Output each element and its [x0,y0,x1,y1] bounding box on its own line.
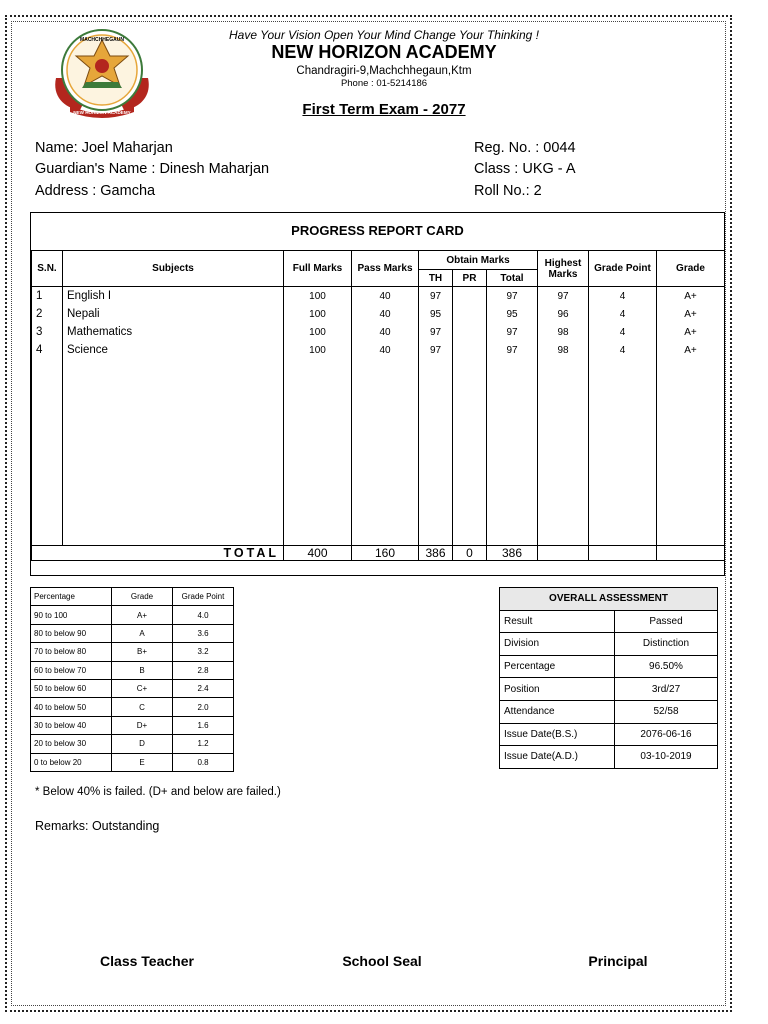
assessment-value: Distinction [615,633,718,656]
highest-line2: Marks [548,268,578,280]
student-name: Name: Joel Maharjan [35,140,173,156]
assessment-label: Percentage [500,655,615,678]
school-tagline: Have Your Vision Open Your Mind Change Your Thinking ! [229,28,539,42]
guardian-name: Guardian's Name : Dinesh Maharjan [35,161,270,177]
school-address: Chandragiri-9,Machchhegaun,Ktm [296,65,472,77]
scale-range: 90 to 100 [31,606,112,624]
total-row [32,546,725,561]
cell-gp: 4 [589,287,657,306]
scale-gp: 1.2 [173,735,234,753]
cell-subject: Mathematics [63,323,284,341]
cell-pass: 40 [352,305,419,323]
table-row [31,679,234,697]
reg-no: Reg. No. : 0044 [474,140,576,156]
table-row [500,746,718,769]
cell-subject: Nepali [63,305,284,323]
cell-highest: 97 [538,287,589,306]
col-highest-marks [538,251,589,287]
class-teacher-signature: Class Teacher [100,953,194,969]
assessment-title: OVERALL ASSESSMENT [500,588,718,611]
cell-th: 95 [419,305,453,323]
cell-sn: 1 [32,287,63,306]
overall-assessment-table [499,587,718,769]
table-row [31,753,234,771]
assessment-label: Division [500,633,615,656]
failed-note: * Below 40% is failed. (D+ and below are failed.) [35,786,281,798]
school-name: NEW HORIZON ACADEMY [271,42,497,62]
scale-grade: D [112,735,173,753]
col-pass-marks: Pass Marks [352,251,419,287]
cell-pass: 40 [352,287,419,306]
cell-grade: A+ [657,341,725,359]
scale-grade: C [112,698,173,716]
col-th: TH [419,270,453,287]
scale-col-grade: Grade [112,588,173,606]
scale-range: 0 to below 20 [31,753,112,771]
scale-gp: 2.8 [173,661,234,679]
col-grade-point: Grade Point [589,251,657,287]
table-row [500,700,718,723]
cell-full: 100 [284,305,352,323]
cell-th: 97 [419,341,453,359]
cell-subject: English I [63,287,284,306]
cell-th: 97 [419,287,453,306]
total-label: TOTAL [32,546,284,561]
cell-pr [453,323,487,341]
cell-full: 100 [284,323,352,341]
table-row [500,633,718,656]
cell-highest: 96 [538,305,589,323]
cell-gp: 4 [589,323,657,341]
col-subjects: Subjects [63,251,284,287]
table-row [31,735,234,753]
table-row [500,655,718,678]
assessment-value: 96.50% [615,655,718,678]
remarks: Remarks: Outstanding [35,819,160,833]
cell-gp: 4 [589,341,657,359]
scale-col-percentage: Percentage [31,588,112,606]
col-sn: S.N. [32,251,63,287]
logo-text-bottom: NEW HORIZON ACADEMY [73,110,131,115]
scale-grade: A [112,624,173,642]
table-row [32,305,725,323]
cell-sn: 2 [32,305,63,323]
table-row [31,716,234,734]
cell-highest: 98 [538,341,589,359]
table-row [31,606,234,624]
assessment-label: Issue Date(B.S.) [500,723,615,746]
col-obtain-marks: Obtain Marks [419,251,538,270]
total-pr: 0 [453,546,487,561]
cell-pr [453,287,487,306]
table-filler-row [32,359,725,546]
scale-range: 30 to below 40 [31,716,112,734]
table-row [500,678,718,701]
scale-gp: 2.4 [173,679,234,697]
cell-pr [453,341,487,359]
cell-pr [453,305,487,323]
assessment-value: 03-10-2019 [615,746,718,769]
cell-total: 97 [487,323,538,341]
table-row [32,341,725,359]
scale-grade: E [112,753,173,771]
scale-grade: A+ [112,606,173,624]
table-row [32,287,725,306]
scale-gp: 4.0 [173,606,234,624]
scale-grade: B+ [112,643,173,661]
roll-no: Roll No.: 2 [474,183,542,199]
cell-sn: 4 [32,341,63,359]
scale-grade: C+ [112,679,173,697]
scale-grade: B [112,661,173,679]
col-full-marks: Full Marks [284,251,352,287]
scale-col-grade-point: Grade Point [173,588,234,606]
principal-signature: Principal [588,953,648,969]
grade-scale-header [31,588,234,606]
scale-grade: D+ [112,716,173,734]
logo-text-top: MACHCHHEGAUN [80,37,124,43]
cell-grade: A+ [657,323,725,341]
progress-report [30,212,725,576]
table-row [500,723,718,746]
student-address: Address : Gamcha [35,183,156,199]
exam-title: First Term Exam - 2077 [302,101,466,118]
scale-range: 80 to below 90 [31,624,112,642]
exam-title-wrap [0,101,768,118]
cell-grade: A+ [657,287,725,306]
assessment-value: 3rd/27 [615,678,718,701]
total-pass: 160 [352,546,419,561]
school-seal-signature: School Seal [342,953,422,969]
grade-scale-table [30,587,234,772]
scale-gp: 1.6 [173,716,234,734]
assessment-value: Passed [615,610,718,633]
total-full: 400 [284,546,352,561]
scale-range: 20 to below 30 [31,735,112,753]
cell-pass: 40 [352,323,419,341]
scale-gp: 3.6 [173,624,234,642]
scale-range: 70 to below 80 [31,643,112,661]
assessment-label: Result [500,610,615,633]
assessment-label: Issue Date(A.D.) [500,746,615,769]
table-row [500,610,718,633]
cell-highest: 98 [538,323,589,341]
cell-subject: Science [63,341,284,359]
assessment-value: 52/58 [615,700,718,723]
table-row [31,661,234,679]
assessment-label: Attendance [500,700,615,723]
scale-range: 50 to below 60 [31,679,112,697]
cell-full: 100 [284,287,352,306]
cell-pass: 40 [352,341,419,359]
table-row [31,624,234,642]
cell-gp: 4 [589,305,657,323]
student-class: Class : UKG - A [474,161,576,177]
marks-table [31,250,725,561]
cell-total: 97 [487,341,538,359]
cell-full: 100 [284,341,352,359]
scale-range: 40 to below 50 [31,698,112,716]
table-row [31,698,234,716]
table-row [32,323,725,341]
scale-range: 60 to below 70 [31,661,112,679]
total-th: 386 [419,546,453,561]
assessment-value: 2076-06-16 [615,723,718,746]
total-total: 386 [487,546,538,561]
table-row [31,643,234,661]
scale-gp: 3.2 [173,643,234,661]
cell-grade: A+ [657,305,725,323]
cell-th: 97 [419,323,453,341]
assessment-label: Position [500,678,615,701]
col-pr: PR [453,270,487,287]
cell-sn: 3 [32,323,63,341]
highest-line1: Highest [544,257,582,269]
report-title: PROGRESS REPORT CARD [291,223,464,238]
cell-total: 95 [487,305,538,323]
col-total: Total [487,270,538,287]
school-phone: Phone : 01-5214186 [340,78,428,89]
scale-gp: 0.8 [173,753,234,771]
col-grade: Grade [657,251,725,287]
scale-gp: 2.0 [173,698,234,716]
cell-total: 97 [487,287,538,306]
